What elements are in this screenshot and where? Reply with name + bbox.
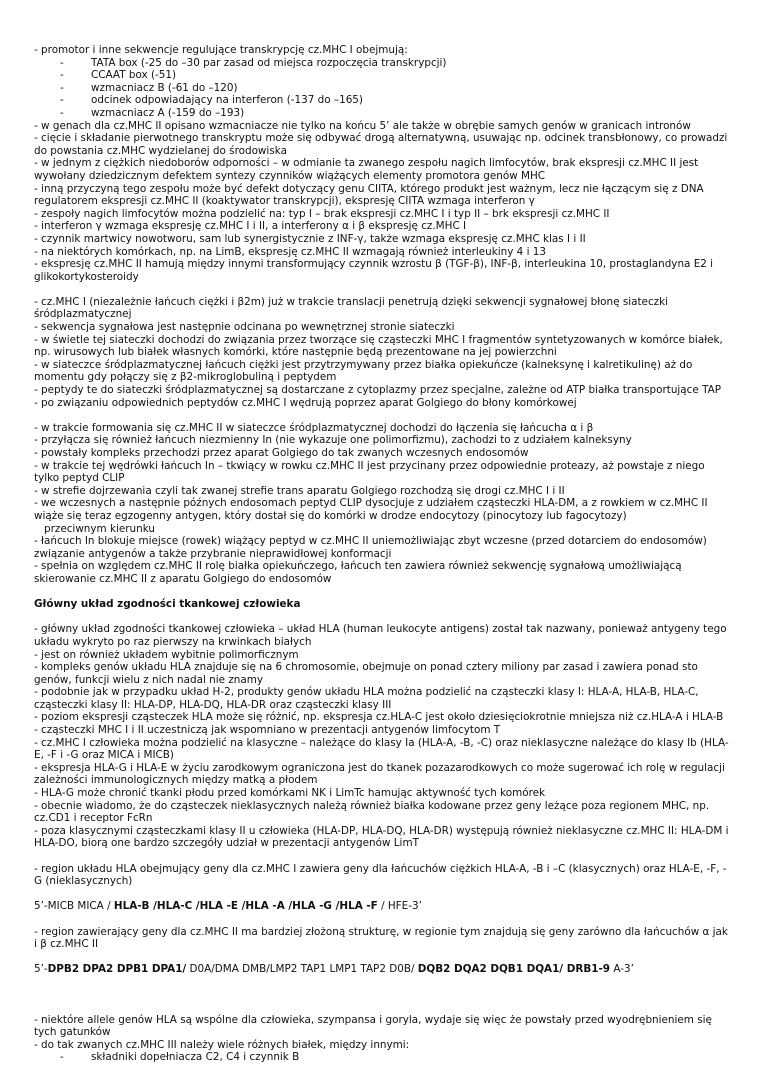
paragraph: - główny układ zgodności tkankowej człowieka – układ HLA (human leukocyte antigens) został tak nazwany, ponieważ antygeny tego układu wykryto po raz pierwszy na krwinkach białych bbox=[34, 623, 727, 648]
spacer bbox=[34, 976, 730, 1001]
paragraph: - cz.MHC I człowieka można podzielić na klasyczne – należące do klasy Ia (HLA-A, -B, -C) oraz nieklasyczne należące do klasy Ib (HLA-E, -F i -G oraz MICA i MICB) bbox=[34, 736, 729, 762]
paragraph: - kompleks genów układu HLA znajduje się na 6 chromosomie, obejmuje on ponad cztery miliony par zasad i zawiera ponad sto genów, funkcji wielu z nich nadal nie znamy bbox=[34, 661, 698, 686]
sequence-bold: DPB2 DPA2 DPB1 DPA1/ bbox=[47, 963, 187, 976]
sequence-bold: HLA-B /HLA-C /HLA -E /HLA -A /HLA -G /HLA -F bbox=[113, 900, 378, 913]
section-heading: Główny układ zgodności tkankowej człowieka bbox=[34, 598, 301, 611]
paragraph: - do tak zwanych cz.MHC III należy wiele różnych białek, między innymi: bbox=[34, 1038, 410, 1051]
paragraph: - ekspresję cz.MHC II hamują między innymi transformujący czynnik wzrostu β (TGF-β), INF-β, interleukina 10, prostaglandyna E2 i glikokortykosteroidy bbox=[34, 258, 714, 283]
paragraph: - czynnik martwicy nowotworu, sam lub synergistycznie z INF-γ, także wzmaga ekspresję cz.MHC klas I i II bbox=[34, 232, 586, 245]
sequence-bold: DQB2 DQA2 DQB1 DQA1/ DRB1-9 bbox=[417, 963, 611, 976]
paragraph: - promotor i inne sekwencje regulujące transkrypcję cz.MHC I obejmują: bbox=[34, 44, 408, 56]
paragraph: - we wczesnych a następnie późnych endosomach peptyd CLIP dysocjuje z udziałem cząsteczki HLA-DM, a z rowkiem w cz.MHC II wiąże się teraz egzogenny antygen, który dostał się do komórki w drodze endocytozy (pinocytozy lub fagocytozy) bbox=[34, 497, 708, 522]
gene-sequence-class-ii bbox=[34, 963, 730, 976]
paragraph: - cz.MHC I (niezależnie łańcuch ciężki i β2m) już w trakcie translacji penetrują dzięki sekwencji sygnałowej błonę siateczki śródplazmatycznej bbox=[34, 295, 669, 321]
paragraph: - inną przyczyną tego zespołu może być defekt dotyczący genu CIITA, którego produkt jest ważnym, lecz nie łączącym się z DNA regulatorem ekspresji cz.MHC II (koaktywator transkrypcji), ekspresję CIITA wzmaga interferon γ bbox=[34, 182, 704, 208]
paragraph: - cięcie i składanie pierwotnego transkryptu może się odbywać drogą alternatywną, usuwając np. odcinek transbłonowy, co prowadzi do powstania cz.MHC wydzielanej do środowiska bbox=[34, 132, 728, 157]
spacer bbox=[34, 913, 730, 926]
sequence-middle: D0A/DMA DMB/LMP2 TAP1 LMP1 TAP2 D0B/ bbox=[186, 963, 418, 976]
paragraph: - w siateczce śródplazmatycznej łańcuch ciężki jest przytrzymywany przez białka opiekuńcze (kalneksynę i kalretikulinę) aż do momentu gdy połączy się z β2-mikroglobuliną i peptydem bbox=[34, 358, 693, 384]
paragraph: - po związaniu odpowiednich peptydów cz.MHC I wędrują poprzez aparat Golgiego do błony komórkowej bbox=[34, 396, 577, 409]
sequence-suffix: A-3’ bbox=[610, 963, 634, 976]
list-item: - wzmacniacz A (-159 do –193) bbox=[34, 107, 730, 120]
spacer bbox=[34, 951, 730, 964]
paragraph: - w genach dla cz.MHC II opisano wzmacniacze nie tylko na końcu 5’ ale także w obrębie samych genów w granicach intronów bbox=[34, 119, 691, 132]
paragraph: - poza klasycznymi cząsteczkami klasy II u człowieka (HLA-DP, HLA-DQ, HLA-DR) występują również nieklasyczne cz.MHC II: HLA-DM i HLA-DO, biorą one bardzo szczegóły udział w prezentacji antygenów LimT bbox=[34, 824, 729, 850]
paragraph: - podobnie jak w przypadku układ H-2, produkty genów układu HLA można podzielić na cząsteczki klasy I: HLA-A, HLA-B, HLA-C, cząsteczki klasy II: HLA-DP, HLA-DQ, HLA-DR oraz cząsteczki klasy III bbox=[34, 686, 699, 711]
paragraph-indented: przeciwnym kierunku bbox=[44, 522, 155, 535]
paragraph: - sekwencja sygnałowa jest następnie odcinana po wewnętrznej stronie siateczki bbox=[34, 321, 455, 334]
paragraph: - spełnia on względem cz.MHC II rolę białka opiekuńczego, łańcuch ten zawiera również sekwencję sygnałową umożliwiającą skierowanie cz.MHC II z aparatu Golgiego do endosomów bbox=[34, 560, 682, 585]
paragraph: - łańcuch In blokuje miejsce (rowek) wiążący peptyd w cz.MHC II uniemożliwiając zbyt wczesne (przed dotarciem do endosomów) związanie antygenów a także przybranie nieprawidłowej konformacji bbox=[34, 535, 707, 560]
paragraph: - w świetle tej siateczki dochodzi do związania przez tworzące się cząsteczki MHC I fragmentów syntetyzowanych w komórce białek, np. wirusowych lub białek własnych komórki, które następnie będą prezentowane na jej powierzchni bbox=[34, 333, 723, 359]
paragraph: - w trakcie tej wędrówki łańcuch In – tkwiący w rowku cz.MHC II jest przycinany przez odpowiednie proteazy, aż powstaje z niego tylko peptyd CLIP bbox=[34, 459, 705, 485]
paragraph: - HLA-G może chronić tkanki płodu przed komórkami NK i LimTc hamując aktywność tych komórek bbox=[34, 787, 546, 800]
sequence-prefix: 5’- bbox=[34, 963, 48, 976]
paragraph: - przyłącza się również łańcuch niezmienny In (nie wykazuje one polimorfizmu), zachodzi to z udziałem kalneksyny bbox=[34, 434, 632, 447]
paragraph: - peptydy te do siateczki śródplazmatycznej są dostarczane z cytoplazmy przez specjalne, zależne od ATP białka transportujące TAP bbox=[34, 384, 721, 397]
spacer bbox=[34, 1001, 730, 1014]
paragraph: - w jednym z ciężkich niedoborów odporności – w odmianie ta zwanego zespołu nagich limfocytów, brak ekspresji cz.MHC II jest wywołany dziedzicznym defektem syntezy czynników wiążących elementy promotora genów MHC bbox=[34, 157, 699, 182]
paragraph: - jest on również układem wybitnie polimorficznym bbox=[34, 648, 299, 661]
spacer bbox=[34, 283, 730, 296]
spacer bbox=[34, 611, 730, 624]
gene-sequence-class-i bbox=[34, 900, 730, 913]
paragraph: - powstały kompleks przechodzi przez aparat Golgiego do tak zwanych wczesnych endosomów bbox=[34, 447, 529, 459]
spacer bbox=[34, 888, 730, 901]
spacer bbox=[34, 586, 730, 599]
paragraph: - w trakcie formowania się cz.MHC II w siateczce śródplazmatycznej dochodzi do łączenia się łańcucha α i β bbox=[34, 421, 594, 434]
list-item: - wzmacniacz B (-61 do –120) bbox=[34, 82, 730, 95]
list-item: - składniki dopełniacza C2, C4 i czynnik B bbox=[34, 1051, 730, 1064]
spacer bbox=[34, 850, 730, 863]
list-item: - CCAAT box (-51) bbox=[34, 69, 730, 82]
paragraph: - poziom ekspresji cząsteczek HLA może się różnić, np. ekspresja cz.HLA-C jest około dziesięciokrotnie mniejsza niż cz.HLA-A i HLA-B bbox=[34, 711, 724, 724]
list-item: - odcinek odpowiadający na interferon (-137 do –165) bbox=[34, 94, 730, 107]
paragraph: - interferon γ wzmaga ekspresję cz.MHC I i II, a interferony α i β ekspresję cz.MHC I bbox=[34, 220, 467, 233]
paragraph: - obecnie wiadomo, że do cząsteczek nieklasycznych należą również białka kodowane przez geny leżące poza regionem MHC, np. cz.CD1 i receptor FcRn bbox=[34, 799, 710, 825]
paragraph: - niektóre allele genów HLA są wspólne dla człowieka, szympansa i goryla, wydaje się więc że powstały przed wyodrębnieniem się tych gatunków bbox=[34, 1013, 712, 1039]
paragraph: - zespoły nagich limfocytów można podzielić na: typ I – brak ekspresji cz.MHC I i typ II – brk ekspresji cz.MHC II bbox=[34, 207, 610, 220]
list-item: - TATA box (-25 do –30 par zasad od miejsca rozpoczęcia transkrypcji) bbox=[34, 57, 730, 70]
paragraph: - cząsteczki MHC I i II uczestniczą jak wspomniano w prezentacji antygenów limfocytom T bbox=[34, 724, 501, 737]
sequence-suffix: / HFE-3’ bbox=[377, 900, 422, 913]
paragraph: - w strefie dojrzewania czyli tak zwanej strefie trans aparatu Golgiego rozchodzą się drogi cz.MHC I i II bbox=[34, 484, 565, 497]
spacer bbox=[34, 409, 730, 422]
paragraph: - region układu HLA obejmujący geny dla cz.MHC I zawiera geny dla łańcuchów ciężkich HLA-A, -B i –C (klasycznych) oraz HLA-E, -F, -G (nieklasycznych) bbox=[34, 862, 727, 888]
paragraph: - na niektórych komórkach, np. na LimB, ekspresję cz.MHC II wzmagają również interleukiny 4 i 13 bbox=[34, 245, 546, 258]
paragraph: - region zawierający geny dla cz.MHC II ma bardziej złożoną strukturę, w regionie tym znajdują się geny zarówno dla łańcuchów α jak i β cz.MHC II bbox=[34, 925, 728, 951]
paragraph: - ekspresja HLA-G i HLA-E w życiu zarodkowym ograniczona jest do tkanek pozazarodkowych co może sugerować ich rolę w regulacji zależności immunologicznych między matką a płodem bbox=[34, 761, 725, 787]
sequence-prefix: 5’-MICB MICA / bbox=[34, 900, 114, 913]
